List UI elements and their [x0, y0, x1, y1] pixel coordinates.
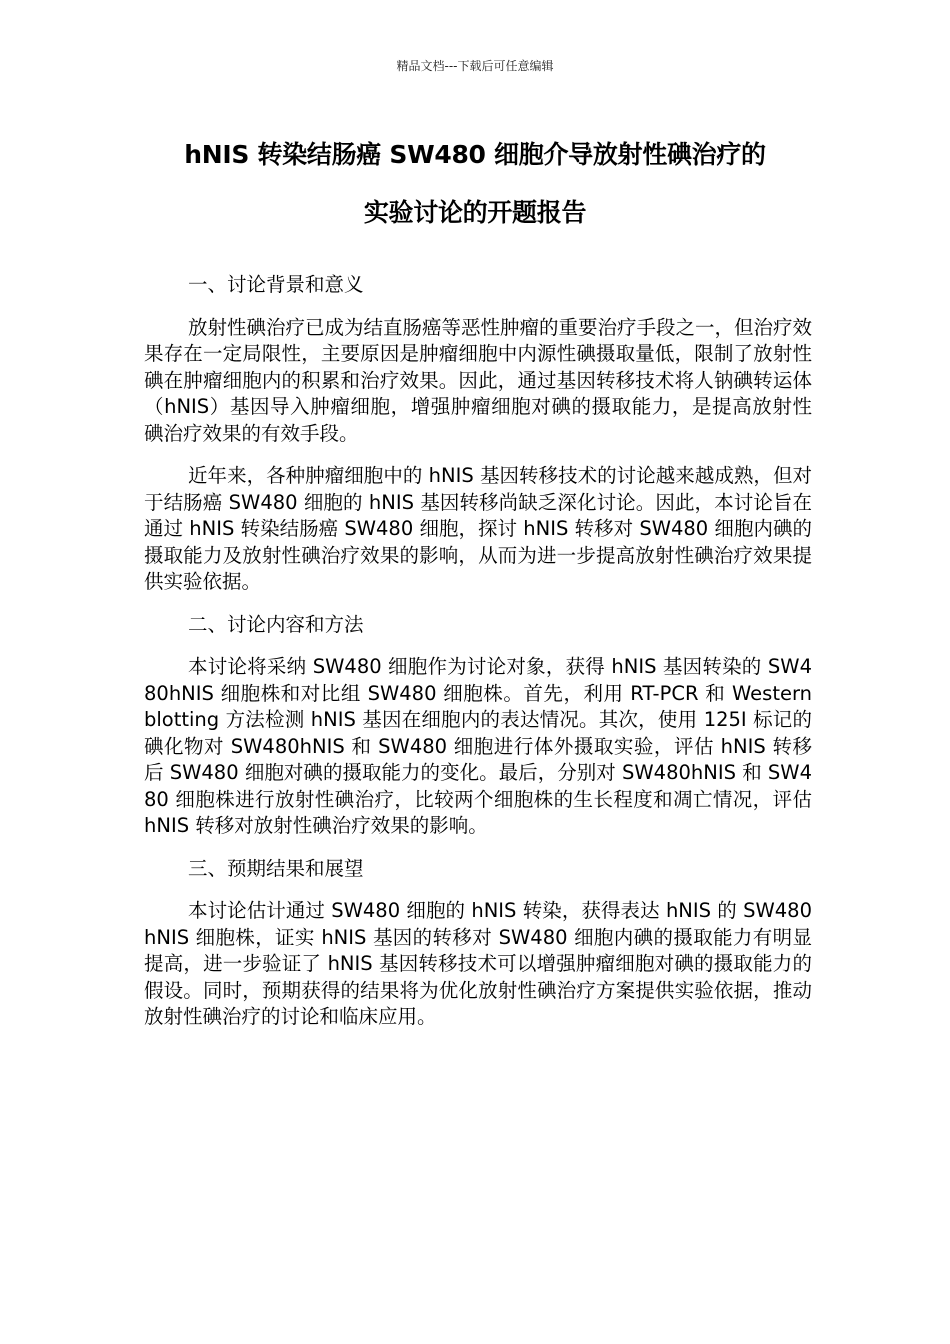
- paragraph: 本讨论将采纳 SW480 细胞作为讨论对象，获得 hNIS 基因转染的 SW480hNIS 细胞株和对比组 SW480 细胞株。首先，利用 RT-PCR 和 Western blotting 方法检测 hNIS 基因在细胞内的表达情况。其次，使用 125I 标记的碘化物对 SW480hNIS 和 SW480 细胞进行体外摄取实验，评估 hNIS 转移后 SW480 细胞对碘的摄取能力的变化。最后，分别对 SW480hNIS 和 SW480 细胞株进行放射性碘治疗，比较两个细胞株的生长程度和凋亡情况，评估 hNIS 转移对放射性碘治疗效果的影响。: [144, 655, 812, 837]
- section-heading-methods: 二、讨论内容和方法: [188, 612, 364, 636]
- section-heading-background: 一、讨论背景和意义: [188, 273, 364, 296]
- document-title-line-1: hNIS 转染结肠癌 SW480 细胞介导放射性碘治疗的: [184, 140, 766, 169]
- section-heading-expected-results: 三、预期结果和展望: [188, 856, 364, 880]
- paragraph: 本讨论估计通过 SW480 细胞的 hNIS 转染，获得表达 hNIS 的 SW480hNIS 细胞株，证实 hNIS 基因的转移对 SW480 细胞内碘的摄取能力有明显提高，进一步验证了 hNIS 基因转移技术可以增强肿瘤细胞对碘的摄取能力的假设。同时，预期获得的结果将为优化放射性碘治疗方案提供实验依据，推动放射性碘治疗的讨论和临床应用。: [144, 899, 812, 1028]
- paragraph: 近年来，各种肿瘤细胞中的 hNIS 基因转移技术的讨论越来越成熟，但对于结肠癌 SW480 细胞的 hNIS 基因转移尚缺乏深化讨论。因此，本讨论旨在通过 hNIS 转染结肠癌 SW480 细胞，探讨 hNIS 转移对 SW480 细胞内碘的摄取能力及放射性碘治疗效果的影响，从而为进一步提高放射性碘治疗效果提供实验依据。: [144, 464, 812, 593]
- document-body: [144, 272, 812, 1047]
- page-header-note: 精品文档---下载后可任意编辑: [396, 59, 554, 73]
- paragraph: 放射性碘治疗已成为结直肠癌等恶性肿瘤的重要治疗手段之一，但治疗效果存在一定局限性，主要原因是肿瘤细胞中内源性碘摄取量低，限制了放射性碘在肿瘤细胞内的积累和治疗效果。因此，通过基因转移技术将人钠碘转运体（hNIS）基因导入肿瘤细胞，增强肿瘤细胞对碘的摄取能力，是提高放射性碘治疗效果的有效手段。: [144, 315, 813, 445]
- document-title-line-2: 实验讨论的开题报告: [363, 198, 587, 227]
